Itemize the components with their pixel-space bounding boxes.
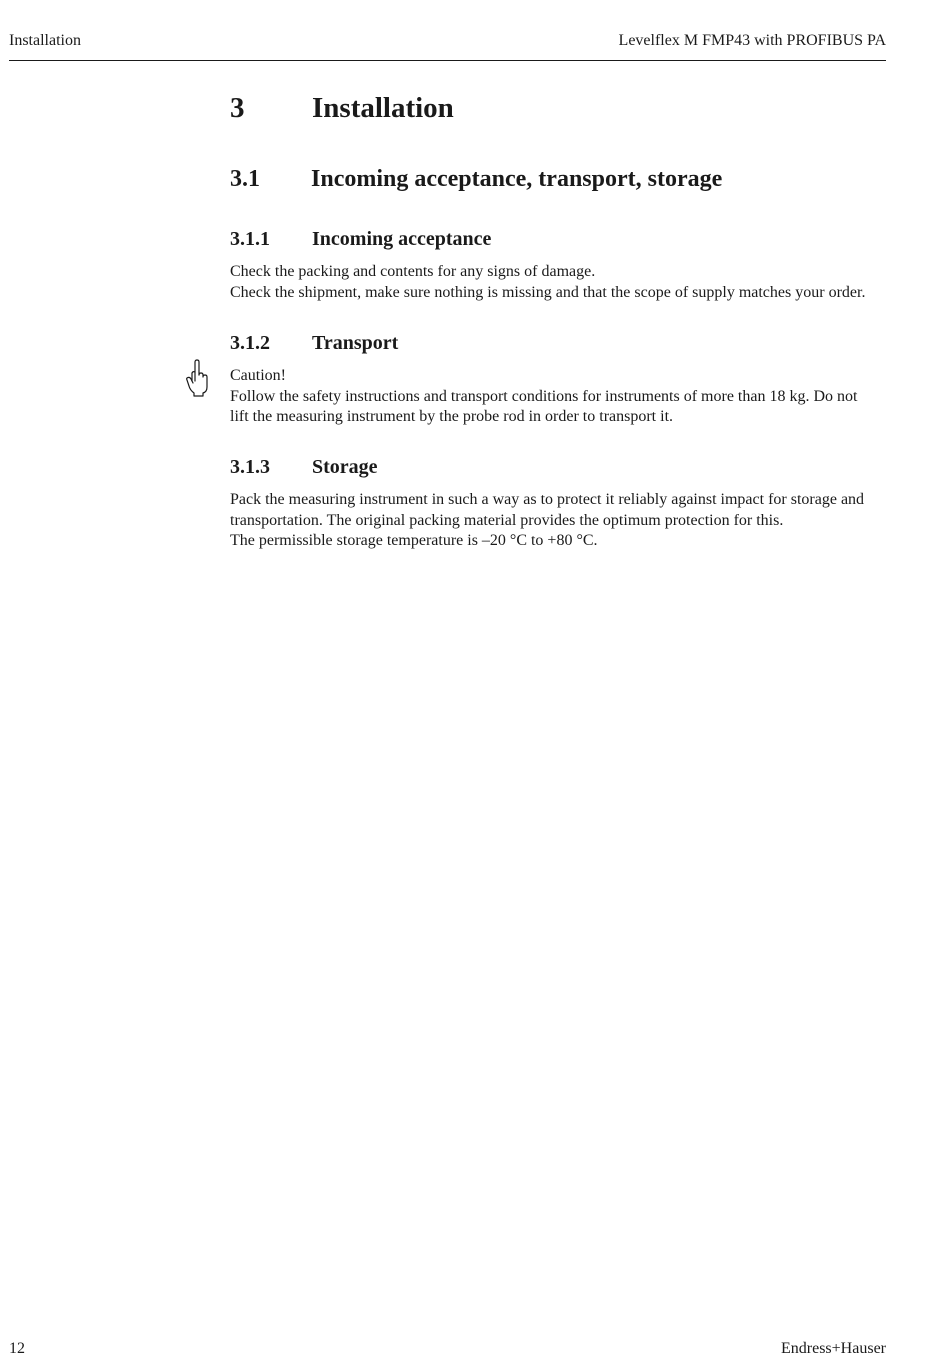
paragraph-line: transportation. The original packing material provides the optimum protection for this. xyxy=(230,511,784,529)
transport-text xyxy=(230,366,890,428)
chapter-heading xyxy=(230,92,454,125)
header-product-title: Levelflex M FMP43 with PROFIBUS PA xyxy=(618,32,886,49)
page-header xyxy=(9,30,886,61)
subsection-heading-3-1-3 xyxy=(230,456,378,479)
paragraph-line: Check the packing and contents for any signs of damage. xyxy=(230,263,596,280)
subsection-number: 3.1.3 xyxy=(230,456,270,478)
header-section-title: Installation xyxy=(9,32,81,49)
subsection-heading-3-1-1 xyxy=(230,228,491,251)
chapter-title: Installation xyxy=(312,92,454,124)
paragraph-line: Pack the measuring instrument in such a way as to protect it reliably against impact for storage and xyxy=(230,491,865,508)
brand-name: Endress+Hauser xyxy=(781,1340,886,1357)
storage-text xyxy=(230,490,890,552)
subsection-title: Transport xyxy=(312,332,399,354)
section-number: 3.1 xyxy=(230,166,260,192)
caution-label: Caution! xyxy=(230,367,286,384)
paragraph-line: lift the measuring instrument by the probe rod in order to transport it. xyxy=(230,408,674,426)
paragraph-line: Follow the safety instructions and transport conditions for instruments of more than 18 kg. Do not xyxy=(230,387,858,405)
section-title: Incoming acceptance, transport, storage xyxy=(311,166,723,192)
chapter-number: 3 xyxy=(230,92,245,124)
page-number: 12 xyxy=(9,1340,25,1357)
paragraph-line: Check the shipment, make sure nothing is missing and that the scope of supply matches your order. xyxy=(230,283,866,301)
subsection-title: Incoming acceptance xyxy=(312,228,492,250)
subsection-number: 3.1.2 xyxy=(230,332,270,354)
subsection-heading-3-1-2 xyxy=(230,332,398,355)
incoming-acceptance-text xyxy=(230,262,890,303)
pointing-hand-icon xyxy=(185,359,209,397)
subsection-number: 3.1.1 xyxy=(230,228,270,250)
section-heading-3-1 xyxy=(230,166,722,193)
subsection-title: Storage xyxy=(312,456,378,478)
paragraph-line: The permissible storage temperature is –20 °C to +80 °C. xyxy=(230,532,598,550)
